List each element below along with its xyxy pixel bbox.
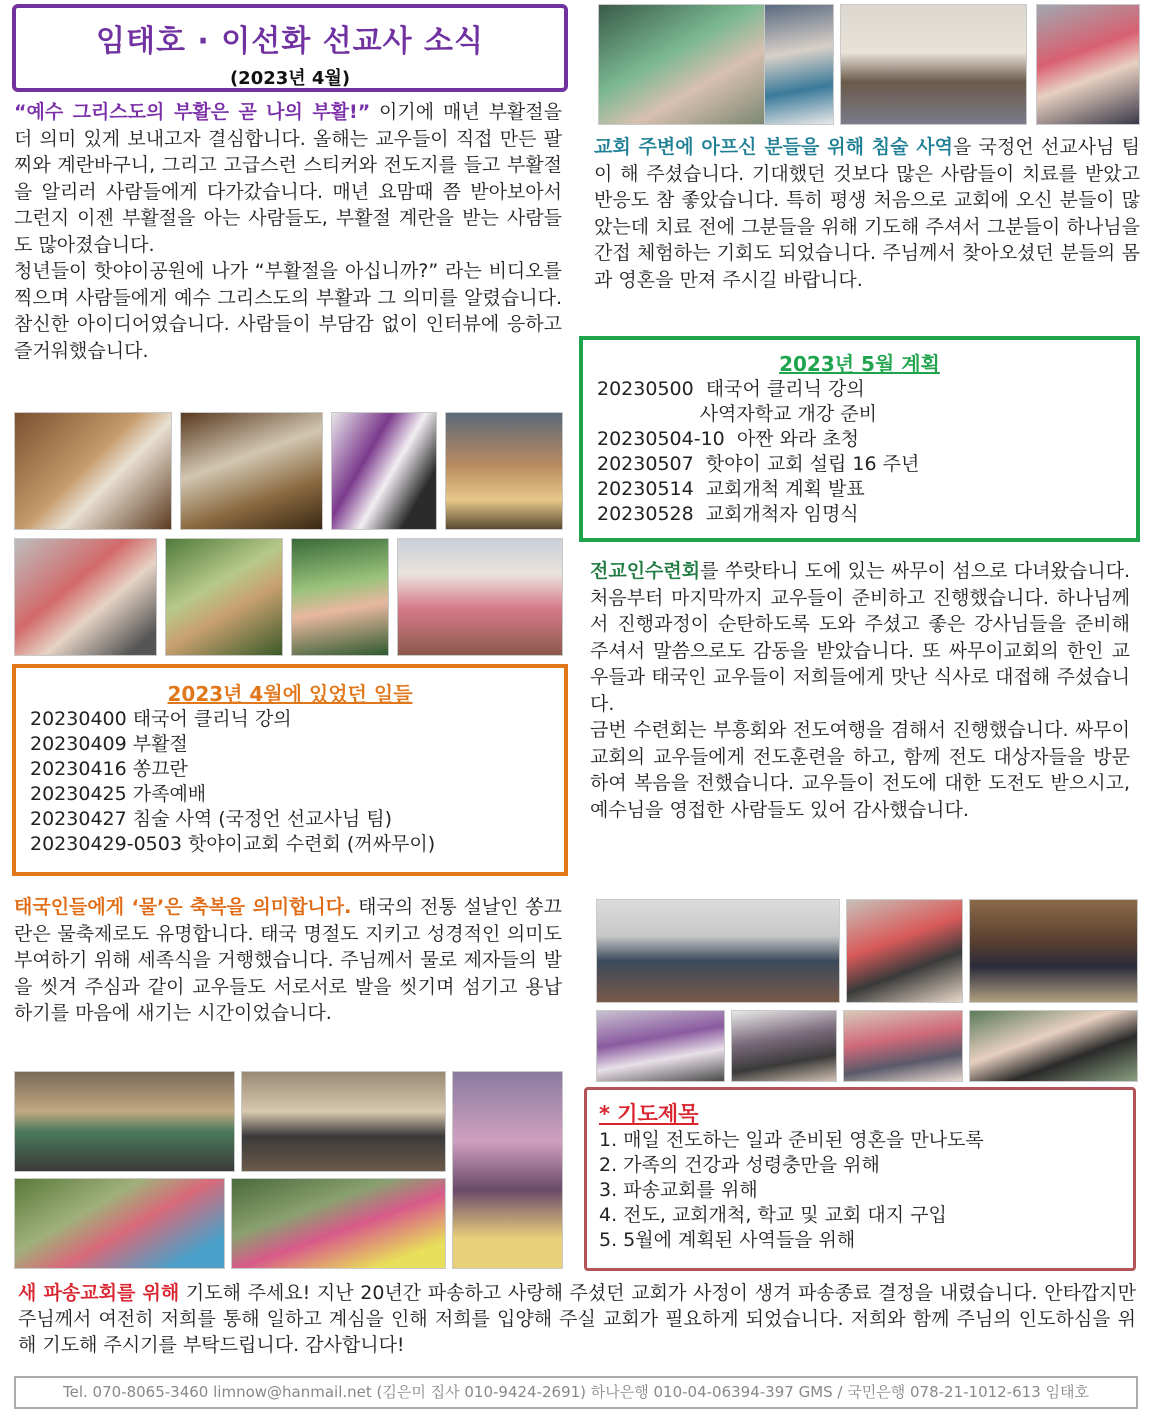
prayer-item: 4. 전도, 교회개척, 학교 및 교회 대지 구입 xyxy=(599,1204,947,1226)
foot-washing-photo-4 xyxy=(14,1178,225,1269)
april-event-item: 20230400 태국어 클리닉 강의 xyxy=(30,708,292,730)
basket-gift-photo xyxy=(165,538,283,656)
retreat-paragraph xyxy=(590,558,1130,823)
easter-paragraph xyxy=(14,99,562,364)
may-plan-box xyxy=(579,336,1140,542)
may-plan-item: 20230504-10 아짠 와라 초청 xyxy=(597,428,860,450)
foot-washing-photo-5 xyxy=(231,1178,446,1269)
prayer-requests-box xyxy=(584,1087,1136,1271)
retreat-photo-6 xyxy=(843,1010,963,1082)
may-plan-item: 사역자학교 개강 준비 xyxy=(597,403,877,425)
greeting-photo xyxy=(291,538,389,656)
easter-text-2: 청년들이 핫야이공원에 나가 “부활절을 아십니까?” 라는 비디오를 찍으며 사람들에게 예수 그리스도의 부활과 그 의미를 알렸습니다. 참신한 아이디어였습니다. 사람들이 부담감 없이 인터뷰에 응하고 즐거워했습니다. xyxy=(14,260,562,362)
retreat-text-2: 금번 수련회는 부흥회와 전도여행을 겸해서 진행했습니다. 싸무이 교회의 교우들에게 전도훈련을 하고, 함께 전도 대상자들을 방문하여 복음을 전했습니다. 교우들이 전도에 대한 도전도 받으시고, 예수님을 영접한 사람들도 있어 감사했습니다. xyxy=(590,719,1130,821)
may-plan-item: 20230514 교회개척 계획 발표 xyxy=(597,478,865,500)
foot-washing-photo-1 xyxy=(14,1071,235,1172)
april-events-title: 2023년 4월에 있었던 일들 xyxy=(167,682,413,706)
easter-egg-basket-photo xyxy=(14,412,172,530)
acupuncture-highlight: 교회 주변에 아프신 분들을 위해 침술 사역 xyxy=(594,136,954,158)
may-plan-item: 20230528 교회개척자 임명식 xyxy=(597,503,859,525)
songkran-paragraph xyxy=(14,894,562,1027)
easter-text-1: 이기에 매년 부활절을 더 의미 있게 보내고자 결심합니다. 올해는 교우들이 직접 만든 팔찌와 계란바구니, 그리고 고급스런 스티커와 전도지를 들고 부활절을 알리러 사람들에게 다가갔습니다. 매년 요맘때 쯤 받아보아서 그런지 이젠 부활절을 아는 사람들도, 부활절 계란을 받는 사람들도 많아졌습니다. xyxy=(14,101,562,256)
group-photo xyxy=(397,538,563,656)
acupuncture-text: 을 국정언 선교사님 팀이 해 주셨습니다. 기대했던 것보다 많은 사람들이 치료를 받았고 반응도 참 좋았습니다. 특히 평생 처음으로 교회에 오신 분들이 많았는데 치료 전에 그분들을 위해 기도해 주셔서 그분들이 하나님을 간접 체험하는 기회도 되었습니다. 주님께서 찾아오셨던 분들의 몸과 영혼을 만져 주시길 바랍니다. xyxy=(594,136,1140,291)
may-plan-item: 20230507 핫야이 교회 설립 16 주년 xyxy=(597,453,920,475)
foot-washing-photo-3 xyxy=(452,1071,563,1269)
closing-paragraph xyxy=(18,1280,1136,1358)
april-event-item: 20230416 쏭끄란 xyxy=(30,758,188,780)
newsletter-date: (2023년 4월) xyxy=(229,68,351,89)
sharing-easter-photo xyxy=(14,538,157,656)
prayer-item: 2. 가족의 건강과 성령충만을 위해 xyxy=(599,1154,880,1176)
retreat-photo-5 xyxy=(731,1010,837,1082)
acupuncture-paragraph xyxy=(594,134,1140,293)
retreat-photo-2 xyxy=(846,899,963,1003)
april-event-item: 20230429-0503 핫야이교회 수련회 (꺼싸무이) xyxy=(30,833,436,855)
foot-washing-photo-2 xyxy=(241,1071,446,1172)
prayer-item: 3. 파송교회를 위해 xyxy=(599,1179,758,1201)
young-man-photo xyxy=(445,412,563,530)
closing-text: 기도해 주세요! 지난 20년간 파송하고 사랑해 주셨던 교회가 사정이 생겨 파송종료 결정을 내렸습니다. 안타깝지만 주님께서 여전히 저희를 통해 일하고 계심을 인해 저희를 입양해 주실 교회가 필요하게 되었습니다. 저희와 함께 주님의 인도하심을 위해 기도해 주시기를 부탁드립니다. 감사합니다! xyxy=(18,1282,1136,1356)
songkran-highlight: 태국인들에게 ‘물’은 축복을 의미합니다. xyxy=(14,896,352,918)
april-events-box xyxy=(12,664,568,876)
retreat-photo-4 xyxy=(596,1010,725,1082)
newsletter-title: 임태호 · 이선화 선교사 소식 xyxy=(96,24,484,59)
easter-gift-bags-photo xyxy=(180,412,323,530)
easter-highlight: “예수 그리스도의 부활은 곧 나의 부활!” xyxy=(14,101,371,123)
closing-highlight: 새 파송교회를 위해 xyxy=(18,1282,180,1304)
newsletter-title-box xyxy=(12,4,568,92)
prayer-title: * 기도제목 xyxy=(599,1102,699,1126)
may-plan-item: 20230500 태국어 클리닉 강의 xyxy=(597,378,865,400)
april-event-item: 20230427 침술 사역 (국정언 선교사님 팀) xyxy=(30,808,392,830)
april-event-item: 20230409 부활절 xyxy=(30,733,188,755)
prayer-item: 1. 매일 전도하는 일과 준비된 영혼을 만나도록 xyxy=(599,1129,984,1151)
retreat-text-1: 를 쑤랏타니 도에 있는 싸무이 섬으로 다녀왔습니다. 처음부터 마지막까지 교우들이 준비하고 진행했습니다. 하나님께서 진행과정이 순탄하도록 도와 주셨고 좋은 강사님들을 준비해 주셔서 말씀으로도 감동을 받았습니다. 또 싸무이교회의 한인 교우들과 태국인 교우들이 저희들에게 맛난 식사로 대접해 주셨습니다. xyxy=(590,560,1130,715)
retreat-highlight: 전교인수련회 xyxy=(590,560,701,582)
acupuncture-photo-3 xyxy=(840,4,1027,125)
retreat-photo-3 xyxy=(969,899,1138,1003)
acupuncture-photo-2 xyxy=(764,4,834,125)
contact-footer: Tel. 070-8065-3460 limnow@hanmail.net (김은미 집사 010-9424-2691) 하나은행 010-04-06394-397 GMS / 국민은행 078-21-1012-613 임태호 xyxy=(14,1376,1138,1409)
retreat-photo-1 xyxy=(596,899,840,1003)
april-event-item: 20230425 가족예배 xyxy=(30,783,207,805)
may-plan-title: 2023년 5월 계획 xyxy=(779,352,940,376)
retreat-photo-7 xyxy=(969,1010,1138,1082)
bracelets-photo xyxy=(331,412,437,530)
prayer-item: 5. 5월에 계획된 사역들을 위해 xyxy=(599,1229,856,1251)
songkran-text: 태국의 전통 설날인 쏭끄란은 물축제로도 유명합니다. 태국 명절도 지키고 성경적인 의미도 부여하기 위해 세족식을 거행했습니다. 주님께서 물로 제자들의 발을 씻겨 주심과 같이 교우들도 서로서로 발을 씻기며 섬기고 용납하기를 마음에 새기는 시간이었습니다. xyxy=(14,896,562,1024)
acupuncture-photo-4 xyxy=(1036,4,1140,125)
